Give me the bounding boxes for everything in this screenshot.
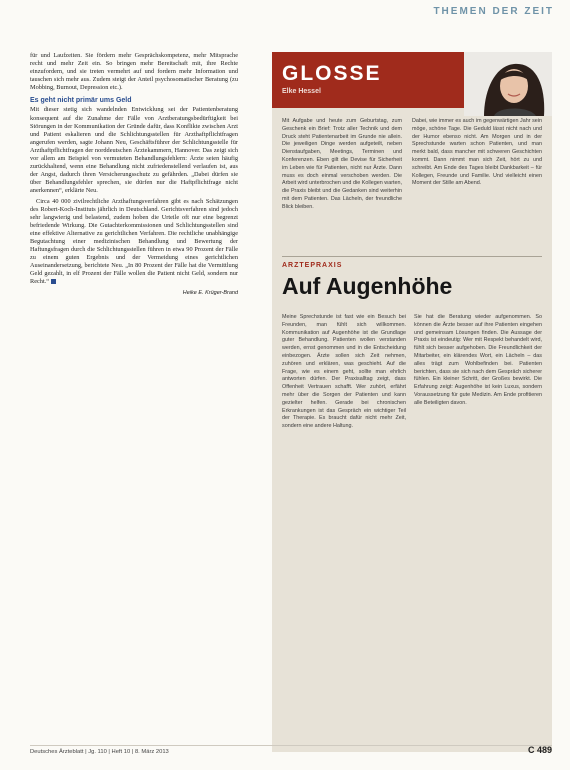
footer-page-number: C 489 (527, 745, 552, 755)
footer-divider (30, 745, 552, 746)
left-paragraph-1: für und Laufzeiten. Sie fördern mehr Gesprächskompetenz, mehr Mitsprache recht und mehr Zeit ein. So bringen mehr Bereitschaft mit, ihre Rechte einzufordern, und sie treten vermehrt auf und fordern mehr Information und tauschen sich mehr aus. Zudem steigt der Anteil psychosomatischer Beratung (zu Mobbing, Burnout, Depression etc.). (30, 52, 238, 92)
section-label: THEMEN DER ZEIT (433, 6, 554, 17)
left-column (30, 52, 238, 742)
left-paragraph-3 (30, 198, 238, 287)
section-divider (282, 256, 542, 257)
left-paragraph-2: Mit dieser stetig sich wandelnden Entwicklung sei der Patientenberatung konsequent auf die Zunahme der Fälle von Arztberatungsbedürftigkeit bei Störungen in der Kommunikation der Gründe dafür, dass Konflikte zwischen Arzt und Patient eskalieren und die Schlichtungsstellen für Arzthaftpflichtfragen angerufen werden, sagte Johann Neu, Geschäftsführer der Schlichtungsstelle für Arzthaftpflichtfragen der norddeutschen Ärztekammern, Hannover. Das zeigt sich vor allem am Beispiel von vermuteten Behandlungsfehlern: Ärzte seien häufig zurückhaltend, wenn eine Behandlung nicht zufriedenstellend verlaufen ist, aus der Angst, dadurch ihren Versicherungsschutz zu gefährden. „Dabei dürfen sie über Behandlungsfehler sprechen, sie dürfen nur die Haftpflichtfrage nicht anerkennen“, erklärte Neu. (30, 106, 238, 195)
article-column-left: Meine Sprechstunde ist fast wie ein Besuch bei Freunden, man fühlt sich willkommen. Kommunikation auf Augenhöhe ist die Grundlage guter Behandlung. Patienten wollen verstanden werden, ernst genommen und in die Entscheidung einbezogen. Ärzte sollen sich Zeit nehmen, zuhören und erklären, was geschieht. Auf die Frage, wie es einem geht, sollte man ehrlich antworten dürfen. Der Praxisalltag zeigt, dass Offenheit Vertrauen schafft. Wer zuhört, erfährt mehr über die Sorgen der Patienten und kann gezielter helfen. Gerade bei chronischen Erkrankungen ist das Gespräch ein wichtiger Teil der Therapie. Es braucht dafür nicht mehr Zeit, sondern eine andere Haltung. (282, 314, 406, 430)
article-kicker: ARZTEPRAXIS (282, 262, 343, 269)
left-subhead: Es geht nicht primär ums Geld (30, 97, 132, 105)
glosse-column-left: Mit Aufgabe und heute zum Geburtstag, zum Geschenk ein Brief: Trotz aller Technik und dem Druck steht Patientenarbeit im Grunde nie allein. Die jeweiligen Dinge werden aufgeteilt, neben Dienstaufgaben, Meetings, Terminen und Konferenzen. Eben gilt die Devise für Sicherheit im Leben wie für Patienten, nicht nur Ärzte. Dann muss es doch einmal verschoben werden. Die Arbeit wird unterbrochen und die Kollegen warten, die Praxis bleibt und die Gedanken sind weiterhin mit dem Patienten. Das Lächeln, der freundliche Blick bleiben. (282, 118, 402, 210)
author-portrait-image (464, 52, 552, 116)
glosse-title: GLOSSE (282, 62, 382, 85)
glosse-column-right: Dabei, wie immer es auch im gegenwärtigen Jahr sein möge, schöne Tage. Die Geduld lässt nicht nach und der Humor ebenso nicht. Am Morgen und in der Sprechstunde warten schon Patienten, und man merkt bald, dass mancher mit schweren Geschichten kommt. Dann nimmt man sich Zeit, hört zu und schreibt. Am Ende des Tages bleibt Dankbarkeit – für Kollegen, Freunde und Familie. Und vielleicht einen Moment der Stille am Abend. (412, 118, 542, 187)
end-mark-icon (51, 279, 56, 284)
article-signature: Heike E. Krüger-Brand (182, 289, 238, 296)
glosse-author: Elke Hessel (282, 88, 321, 95)
left-paragraph-3-text: Circa 40 000 zivilrechtliche Arzthaftungsverfahren gibt es nach Schätzungen des Robert-Koch-Instituts jährlich in Deutschland. Gerichtsverfahren sind jedoch sehr langwierig und belastend, zudem hoben die Urteile oft nur eine begrenzt befriedende Wirkung. Die Gutachterkommissionen und Schlichtungsstellen sind eine effektive Alternative zu gerichtlichen Verfahren. Die rechtliche unabhängige Begutachtung einer medizinischen Behandlung und Bewertung der Haftungsfragen durch die Schlichtungsstellen führen in etwa 90 Prozent der Fälle zu einem guten Ergebnis und der Vermeidung eines gerichtlichen Auseinandersetzung, berichtete Neu. „In 80 Prozent der Fälle hat die Vermittlung Geld gezahlt, in elf Prozent der Fälle wollen die Patient nicht Geld, sondern nur Recht.“ (30, 197, 238, 286)
article-column-right: Sie hat die Beratung wieder aufgenommen. So können die Ärzte besser auf ihre Patienten eingehen und gemeinsam Lösungen finden. Die Aussage der Praxis ist eindeutig: Wer mit Respekt behandelt wird, fühlt sich besser aufgehoben. Die Freundlichkeit der Mitarbeiter, ein klärendes Wort, ein Lächeln – das alles trägt zum Wohlbefinden bei. Patienten berichten, dass sie sich nach dem Gespräch sicherer fühlen. Ein kleiner Schritt, der Großes bewirkt. Die Erfahrung zeigt: Augenhöhe ist kein Luxus, sondern Voraussetzung für gute Medizin. Am Ende profitieren alle Beteiligten davon. (414, 314, 542, 406)
footer-publication: Deutsches Ärzteblatt | Jg. 110 | Heft 10 | 8. März 2013 (30, 749, 169, 755)
article-headline: Auf Augenhöhe (282, 273, 453, 299)
